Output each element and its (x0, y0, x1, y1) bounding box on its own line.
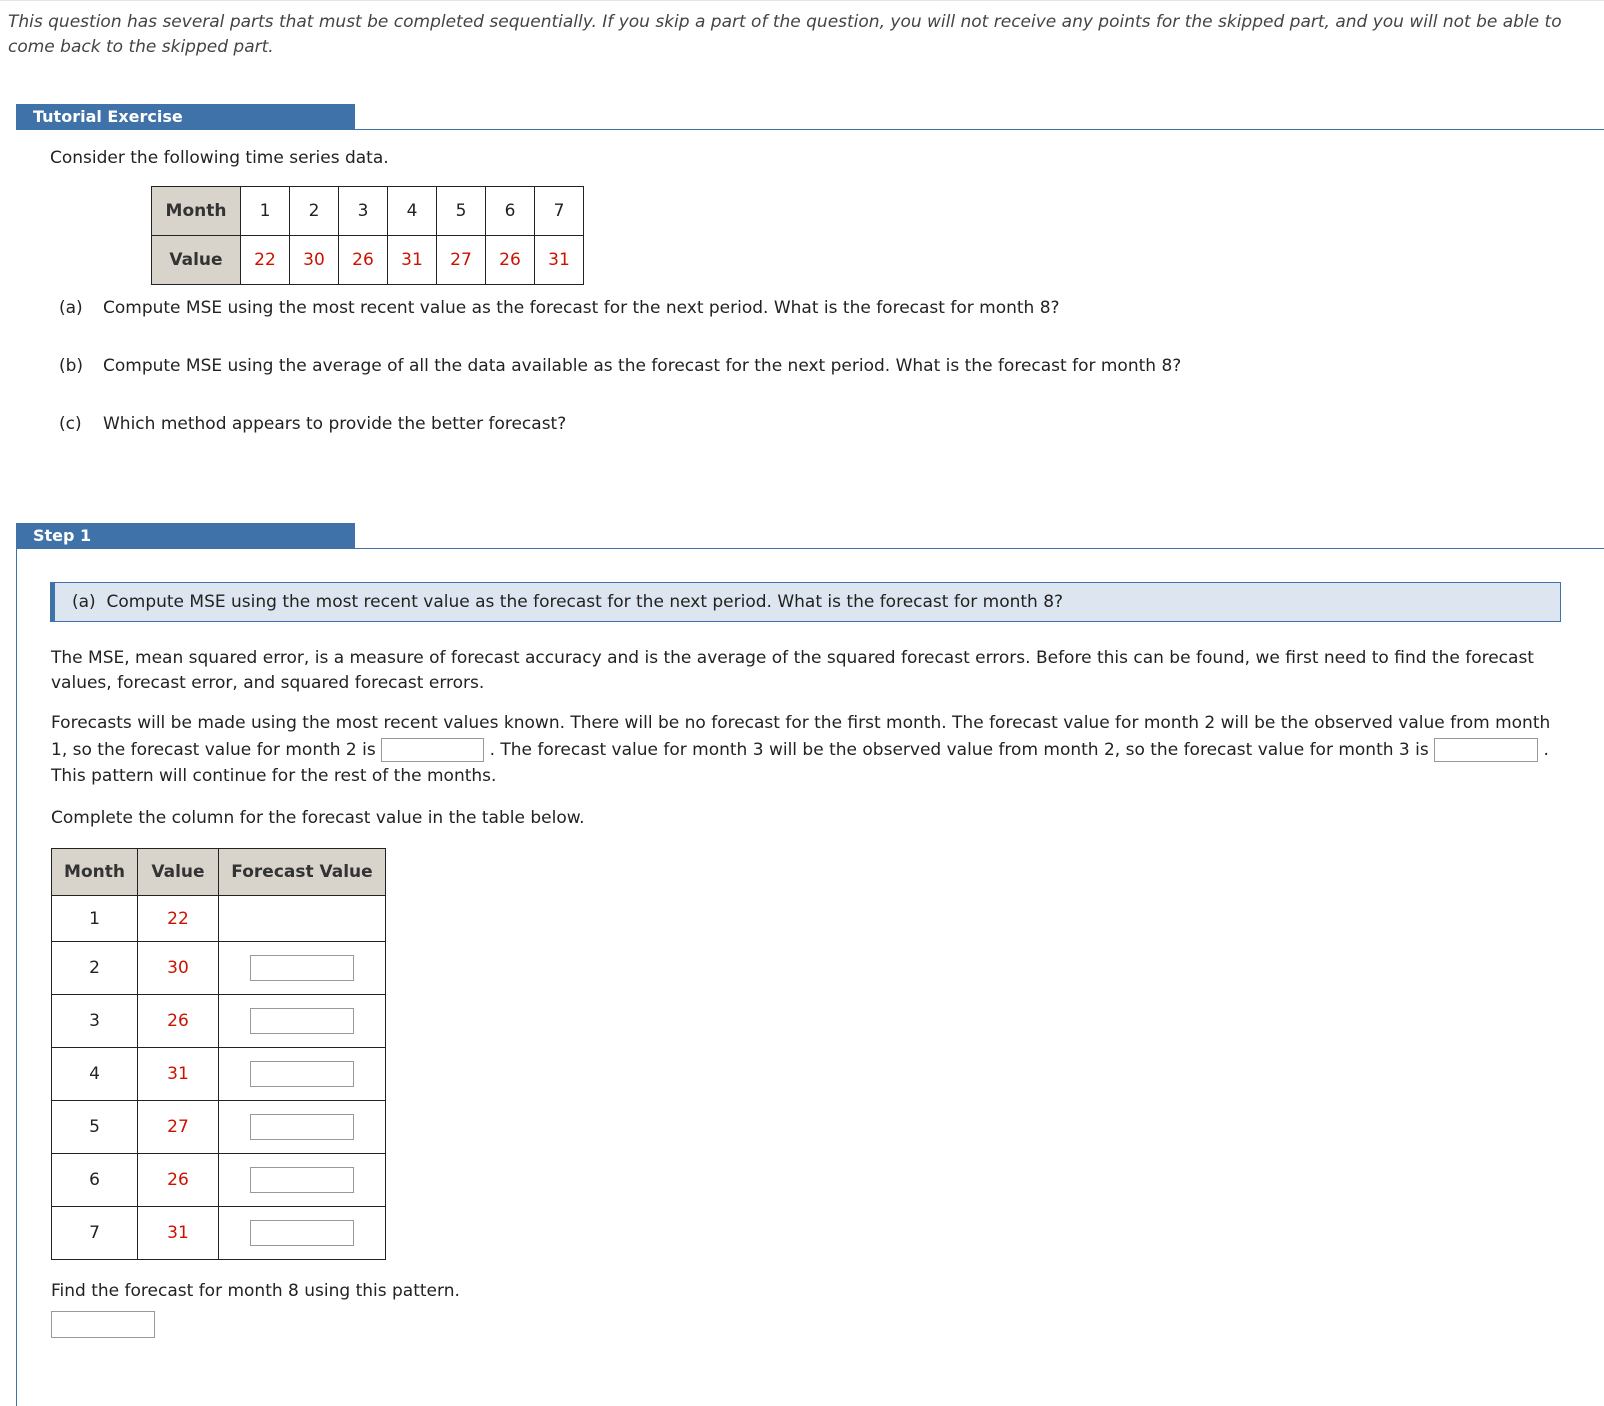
forecast-explanation (51, 711, 1581, 789)
step-1-tab: Step 1 (16, 523, 355, 549)
sequential-notice (8, 10, 1604, 60)
callout-text: Compute MSE using the most recent value as the forecast for the next period. What is the forecast for month 8? (106, 592, 1064, 612)
month-8-forecast-input[interactable] (51, 1311, 155, 1338)
value-cell: 31 (138, 1207, 219, 1260)
month-cell: 4 (52, 1048, 138, 1101)
question-label: (a) (59, 298, 83, 318)
table-row (52, 995, 386, 1048)
step-question-callout (50, 582, 1561, 622)
mse-explanation: The MSE, mean squared error, is a measure of forecast accuracy and is the average of the squared forecast errors. Before this can be found, we first need to find the forecast values, forecast error, and squared forecast errors. (51, 648, 1534, 693)
forecast-cell (219, 1154, 386, 1207)
forecast-explanation-line-3: This pattern will continue for the rest of the months. (51, 766, 497, 786)
forecast-input-month-4[interactable] (250, 1061, 354, 1087)
value-cell: 31 (535, 236, 584, 285)
month-cell: 5 (437, 187, 486, 236)
forecast-cell (219, 995, 386, 1048)
month-cell: 2 (290, 187, 339, 236)
value-cell: 27 (138, 1101, 219, 1154)
month-cell: 6 (486, 187, 535, 236)
time-series-value-row (152, 236, 584, 285)
value-cell: 27 (437, 236, 486, 285)
notice-line-2: come back to the skipped part. (8, 37, 274, 57)
table-row (52, 1048, 386, 1101)
value-cell: 26 (339, 236, 388, 285)
forecast-cell (219, 1048, 386, 1101)
tutorial-header-rule (355, 129, 1604, 130)
step-left-border (16, 549, 17, 1406)
forecast-table-header-row (52, 849, 386, 896)
time-series-table (151, 186, 584, 285)
forecast-input-month-6[interactable] (250, 1167, 354, 1193)
tutorial-intro: Consider the following time series data. (50, 148, 389, 168)
month-cell: 4 (388, 187, 437, 236)
month-3-forecast-input[interactable] (1434, 738, 1538, 762)
forecast-cell (219, 942, 386, 995)
forecast-table (51, 848, 386, 1260)
question-label: (c) (59, 414, 82, 434)
line2-text-a: 1, so the forecast value for month 2 is (51, 740, 376, 760)
forecast-input-month-7[interactable] (250, 1220, 354, 1246)
month-cell: 7 (52, 1207, 138, 1260)
tutorial-exercise-tab: Tutorial Exercise (16, 104, 355, 130)
time-series-month-row (152, 187, 584, 236)
table-row (52, 896, 386, 942)
notice-line-1: This question has several parts that must be completed sequentially. If you skip a part of the question, you will not receive any points for the skipped part, and you will not be able to (8, 12, 1562, 32)
line2-text-b: . The forecast value for month 3 will be the observed value from month 2, so the forecast value for month 3 is (489, 740, 1429, 760)
value-cell: 26 (138, 1154, 219, 1207)
month-cell: 6 (52, 1154, 138, 1207)
question-label: (b) (59, 356, 84, 376)
value-cell: 26 (138, 995, 219, 1048)
forecast-cell (219, 1207, 386, 1260)
month-cell: 3 (52, 995, 138, 1048)
forecast-explanation-line-2 (51, 736, 1581, 764)
forecast-value-column-header: Forecast Value (219, 849, 386, 896)
callout-label: (a) (72, 592, 96, 612)
question-c (59, 414, 566, 434)
forecast-cell-empty (219, 896, 386, 942)
value-cell: 31 (138, 1048, 219, 1101)
month-cell: 5 (52, 1101, 138, 1154)
forecast-input-month-3[interactable] (250, 1008, 354, 1034)
value-cell: 22 (138, 896, 219, 942)
complete-column-instruction: Complete the column for the forecast value in the table below. (51, 808, 585, 828)
month-cell: 1 (241, 187, 290, 236)
value-cell: 31 (388, 236, 437, 285)
table-row (52, 1207, 386, 1260)
month-column-header: Month (52, 849, 138, 896)
question-b (59, 356, 1181, 376)
value-header: Value (152, 236, 241, 285)
month-cell: 7 (535, 187, 584, 236)
value-cell: 26 (486, 236, 535, 285)
month-cell: 3 (339, 187, 388, 236)
forecast-input-month-2[interactable] (250, 955, 354, 981)
month-cell: 2 (52, 942, 138, 995)
value-cell: 30 (290, 236, 339, 285)
month-2-forecast-input[interactable] (381, 738, 484, 762)
question-text: Compute MSE using the average of all the data available as the forecast for the next period. What is the forecast for month 8? (103, 356, 1182, 376)
question-a (59, 298, 1060, 318)
table-row (52, 1101, 386, 1154)
find-month-8-instruction: Find the forecast for month 8 using this pattern. (51, 1281, 460, 1301)
question-text: Which method appears to provide the better forecast? (103, 414, 567, 434)
month-cell: 1 (52, 896, 138, 942)
forecast-explanation-line-1: Forecasts will be made using the most recent values known. There will be no forecast for the first month. The forecast value for month 2 will be the observed value from month (51, 713, 1551, 733)
month-header: Month (152, 187, 241, 236)
line2-text-c: . (1543, 740, 1549, 760)
table-row (52, 942, 386, 995)
top-divider (0, 0, 1604, 1)
value-column-header: Value (138, 849, 219, 896)
value-cell: 22 (241, 236, 290, 285)
value-cell: 30 (138, 942, 219, 995)
step-header-rule (355, 548, 1604, 549)
forecast-cell (219, 1101, 386, 1154)
forecast-input-month-5[interactable] (250, 1114, 354, 1140)
table-row (52, 1154, 386, 1207)
question-text: Compute MSE using the most recent value as the forecast for the next period. What is the forecast for month 8? (103, 298, 1060, 318)
